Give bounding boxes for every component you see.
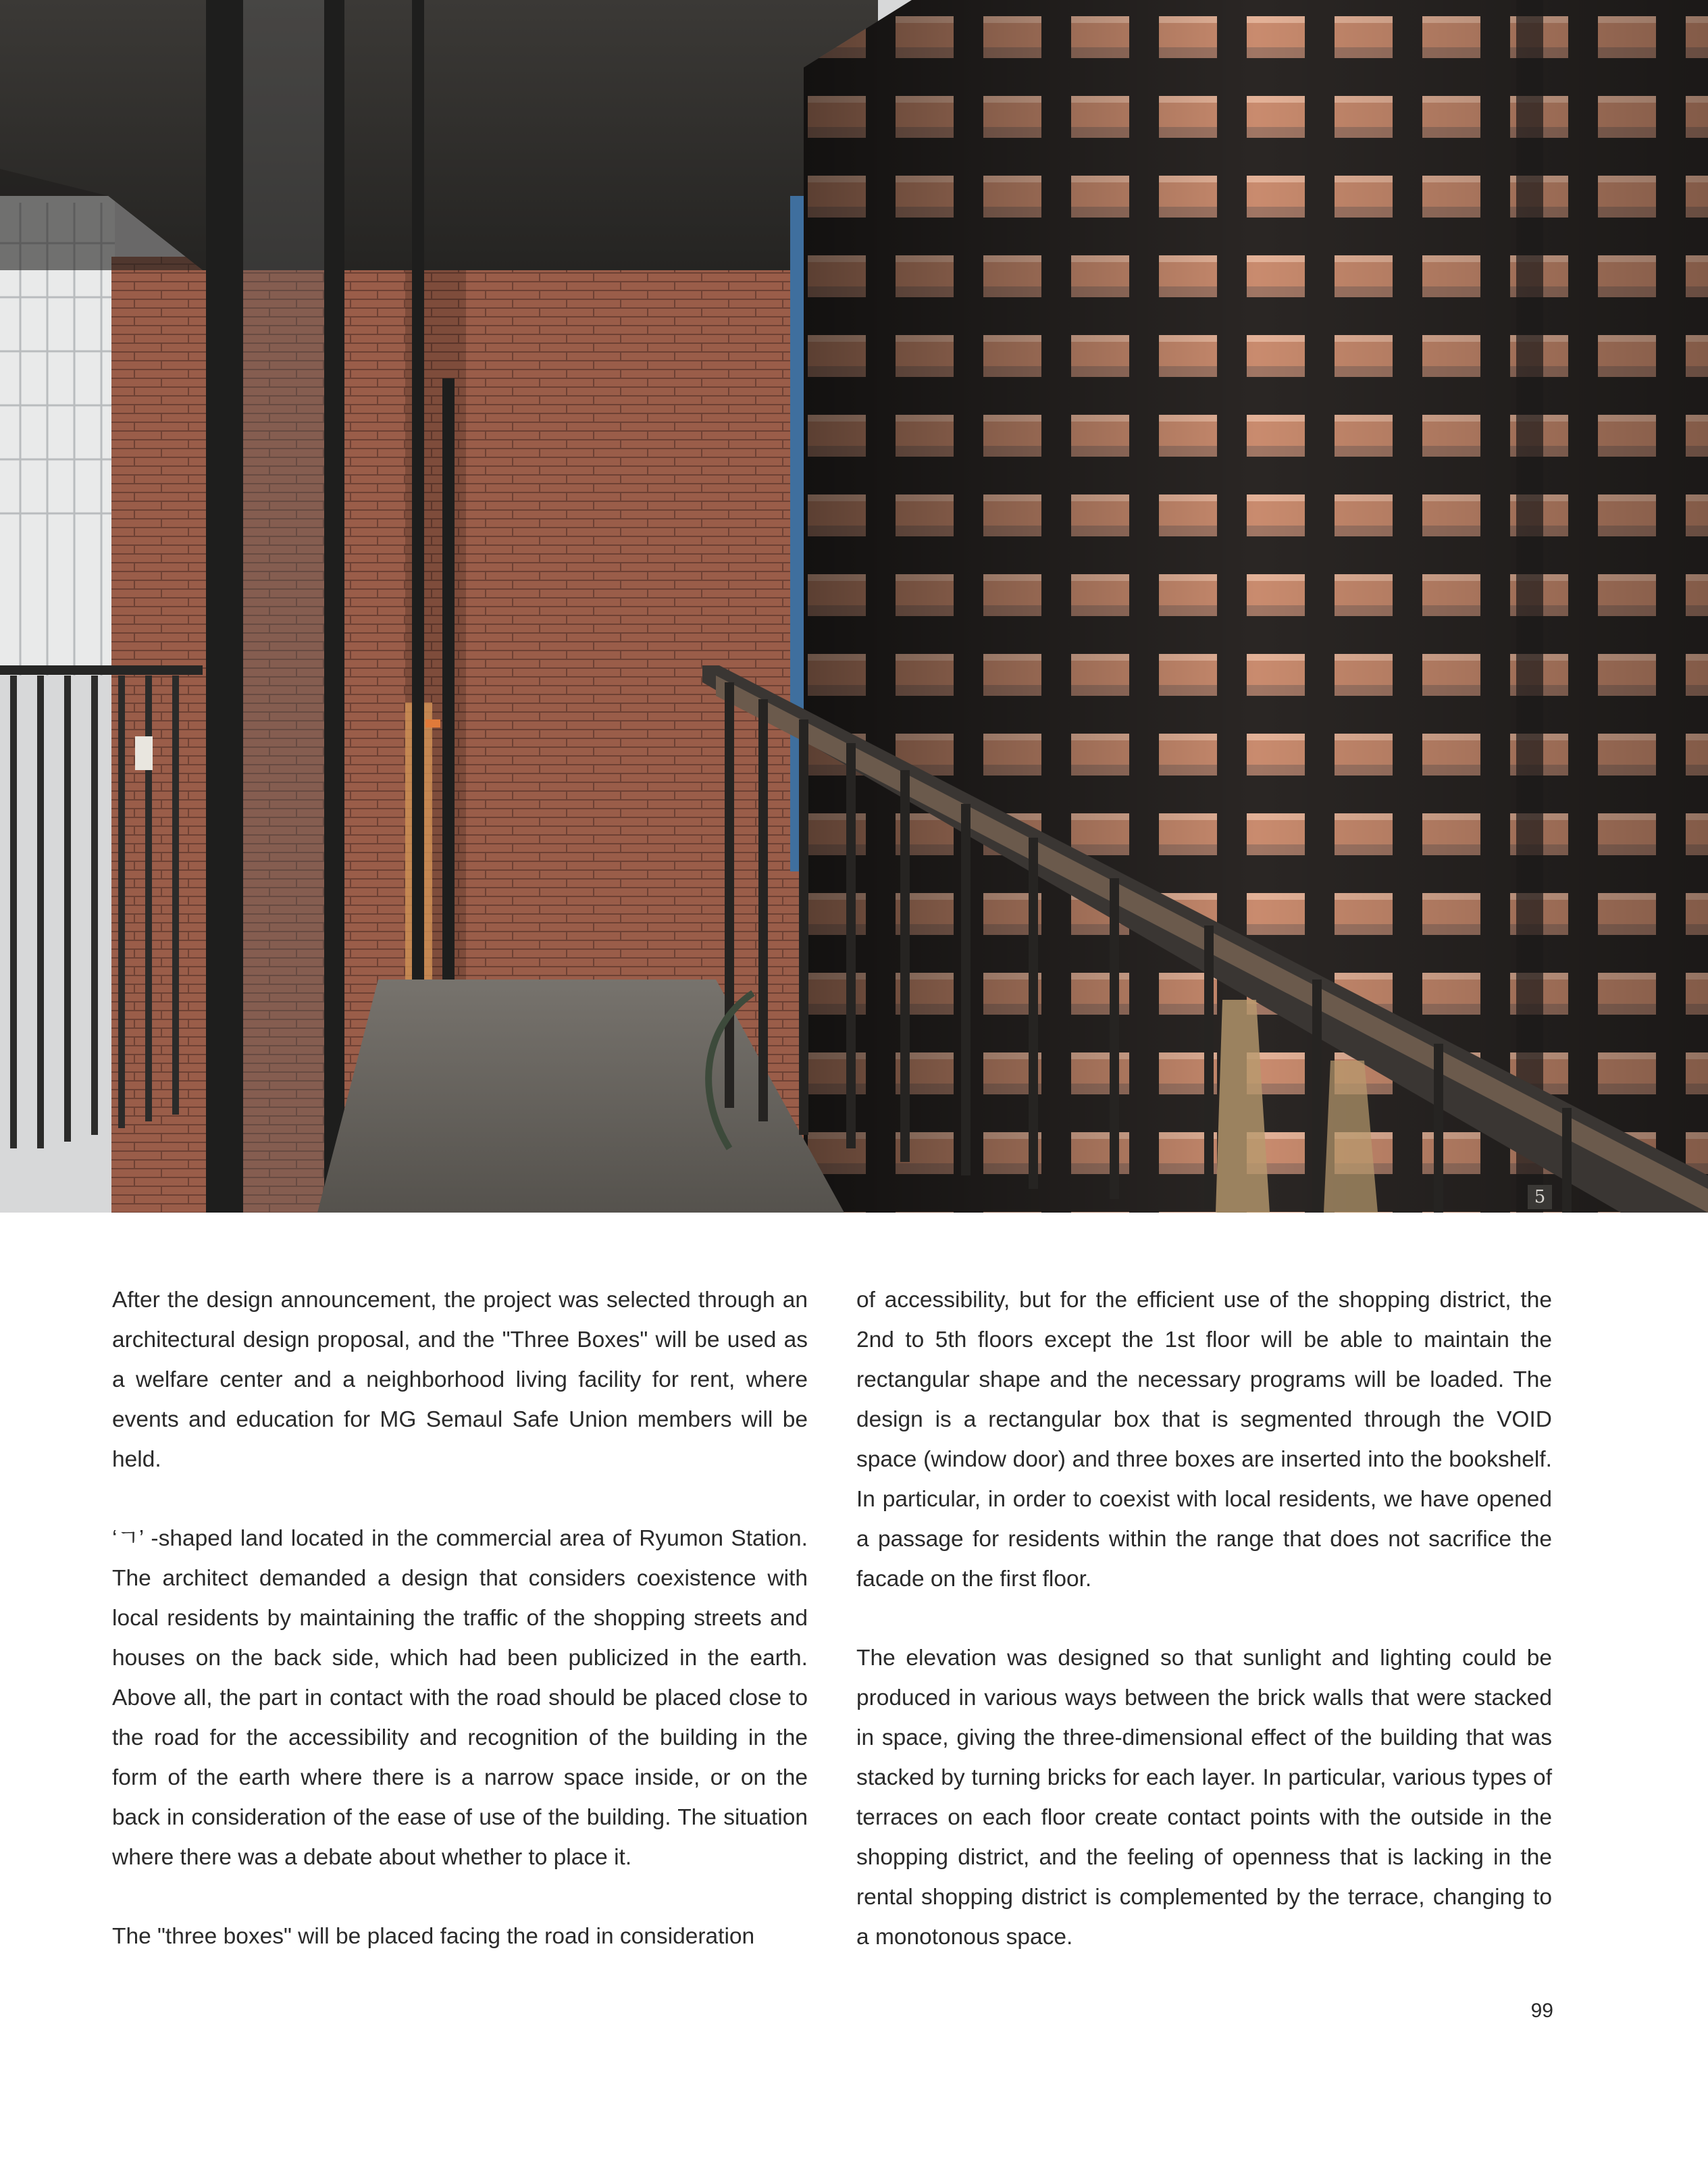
- paragraph: After the design announcement, the project was selected through an architectural design proposal, and the "Three Boxes" will be used as a welfare center and a neighborhood living facility for rent, where events and education for MG Semaul Safe Union members will be held.: [112, 1288, 808, 1472]
- text-column-left: [112, 1280, 808, 1996]
- figure-number: 5: [1528, 1185, 1552, 1209]
- text-column-right: [856, 1280, 1552, 1996]
- page-number: 99: [1530, 2000, 1553, 2022]
- paragraph: ‘ㄱ’ -shaped land located in the commercial area of Ryumon Station. The architect demanded a design that considers coexistence with local residents by maintaining the traffic of the shopping streets and houses on the back side, which had been publicized in the earth. Above all, the part in contact with the road should be placed close to the road for the accessibility and recognition of the building in the form of the earth where there is a narrow space inside, or on the back in consideration of the ease of use of the building. The situation where there was a debate about whether to place it.: [112, 1526, 808, 1870]
- paragraph: The elevation was designed so that sunlight and lighting could be produced in various ways between the brick walls that were stacked in space, giving the three-dimensional effect of the building that was stacked by turning bricks for each layer. In particular, various types of terraces on each floor create contact points with the outside in the shopping district, and the feeling of openness that is lacking in the rental shopping district is complemented by the terrace, changing to a monotonous space.: [856, 1646, 1552, 1950]
- paragraph: The "three boxes" will be placed facing the road in consideration: [112, 1924, 755, 1949]
- paragraph: of accessibility, but for the efficient use of the shopping district, the 2nd to 5th floors except the 1st floor will be able to maintain the rectangular shape and the necessary programs will be loaded. The design is a rectangular box that is segmented through the VOID space (window door) and three boxes are inserted into the bookshelf. In particular, in order to coexist with local residents, we have opened a passage for residents within the range that does not sacrifice the facade on the first floor.: [856, 1288, 1552, 1592]
